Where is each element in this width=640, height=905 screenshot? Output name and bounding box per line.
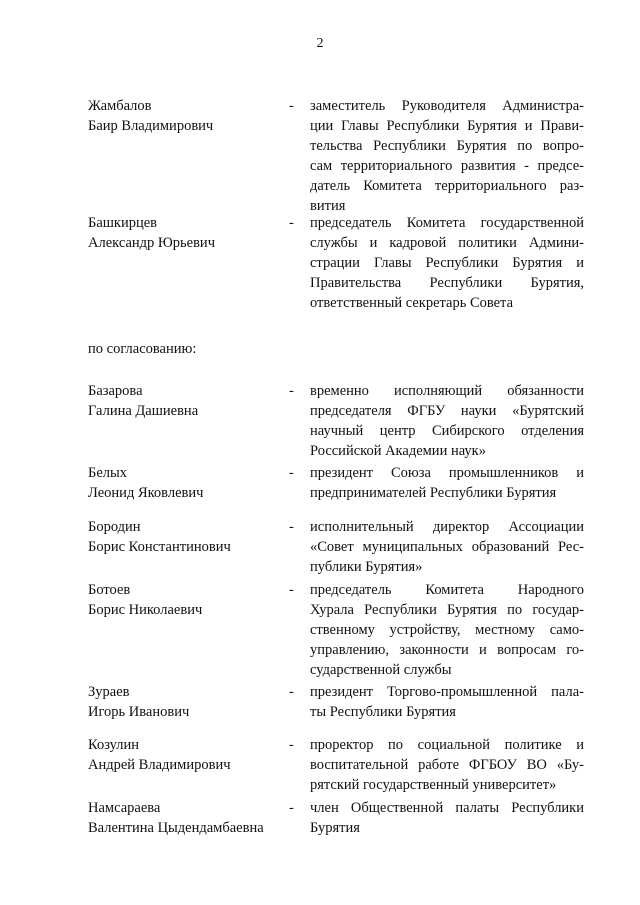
member-role xyxy=(310,213,584,313)
member-given-names: Андрей Владимирович xyxy=(88,757,231,773)
member-given-names: Александр Юрьевич xyxy=(88,235,215,251)
member-name xyxy=(88,213,278,253)
role-line: научный центр Сибирского отделения xyxy=(310,423,584,439)
role-line: заместитель Руководителя Администра- xyxy=(310,98,584,114)
member-name xyxy=(88,798,278,838)
member-role xyxy=(310,96,584,216)
dash-separator: - xyxy=(289,684,294,700)
member-surname: Ботоев xyxy=(88,582,131,598)
member-name xyxy=(88,96,278,136)
role-line: вития xyxy=(310,198,346,214)
role-line: временно исполняющий обязанности xyxy=(310,383,584,399)
role-line: Бурятия xyxy=(310,820,360,836)
role-line: тельства Республики Бурятия по вопро- xyxy=(310,138,584,154)
member-surname: Белых xyxy=(88,465,127,481)
role-line: председатель Комитета государственной xyxy=(310,215,584,231)
member-role xyxy=(310,798,584,838)
member-surname: Намсараева xyxy=(88,800,161,816)
role-line: председатель Комитета Народного xyxy=(310,582,584,598)
role-line: Российской Академии наук» xyxy=(310,443,486,459)
member-name xyxy=(88,682,278,722)
role-line: службы и кадровой политики Админи- xyxy=(310,235,584,251)
dash-separator: - xyxy=(289,215,294,231)
page-number: 2 xyxy=(316,36,324,51)
role-line: страции Главы Республики Бурятия и xyxy=(310,255,584,271)
member-role xyxy=(310,517,584,577)
role-line: ственному устройству, местному само- xyxy=(310,622,584,638)
member-surname: Базарова xyxy=(88,383,143,399)
dash-separator: - xyxy=(289,519,294,535)
member-name xyxy=(88,381,278,421)
member-given-names: Валентина Цыдендамбаевна xyxy=(88,820,264,836)
role-line: ции Главы Республики Бурятия и Прави- xyxy=(310,118,584,134)
member-name xyxy=(88,517,278,557)
role-line: воспитательной работе ФГБОУ ВО «Бу- xyxy=(310,757,584,773)
role-line: сударственной службы xyxy=(310,662,452,678)
member-role xyxy=(310,580,584,680)
role-line: датель Комитета территориального раз- xyxy=(310,178,584,194)
role-line: управлению, законности и вопросам го- xyxy=(310,642,584,658)
dash-separator: - xyxy=(289,98,294,114)
section-heading: по согласованию: xyxy=(88,341,197,357)
member-name xyxy=(88,735,278,775)
member-role xyxy=(310,682,584,722)
member-given-names: Игорь Иванович xyxy=(88,704,190,720)
member-surname: Жамбалов xyxy=(88,98,152,114)
role-line: исполнительный директор Ассоциации xyxy=(310,519,584,535)
role-line: публики Бурятия» xyxy=(310,559,423,575)
role-line: ответственный секретарь Совета xyxy=(310,295,514,311)
member-role xyxy=(310,463,584,503)
member-name xyxy=(88,463,278,503)
role-line: рятский государственный университет» xyxy=(310,777,557,793)
role-line: ты Республики Бурятия xyxy=(310,704,456,720)
role-line: президент Союза промышленников и xyxy=(310,465,584,481)
role-line: сам территориального развития - предсе- xyxy=(310,158,584,174)
dash-separator: - xyxy=(289,582,294,598)
role-line: «Совет муниципальных образований Рес- xyxy=(310,539,584,555)
dash-separator: - xyxy=(289,383,294,399)
member-surname: Зураев xyxy=(88,684,130,700)
member-given-names: Баир Владимирович xyxy=(88,118,214,134)
role-line: проректор по социальной политике и xyxy=(310,737,584,753)
role-line: член Общественной палаты Республики xyxy=(310,800,584,816)
member-surname: Башкирцев xyxy=(88,215,158,231)
member-role xyxy=(310,381,584,461)
dash-separator: - xyxy=(289,737,294,753)
role-line: председателя ФГБУ науки «Бурятский xyxy=(310,403,584,419)
member-given-names: Галина Дашиевна xyxy=(88,403,199,419)
dash-separator: - xyxy=(289,800,294,816)
role-line: Хурала Республики Бурятия по государ- xyxy=(310,602,584,618)
member-given-names: Борис Константинович xyxy=(88,539,231,555)
member-role xyxy=(310,735,584,795)
member-given-names: Леонид Яковлевич xyxy=(88,485,204,501)
member-name xyxy=(88,580,278,620)
member-surname: Бородин xyxy=(88,519,141,535)
dash-separator: - xyxy=(289,465,294,481)
role-line: предпринимателей Республики Бурятия xyxy=(310,485,557,501)
member-surname: Козулин xyxy=(88,737,139,753)
member-given-names: Борис Николаевич xyxy=(88,602,203,618)
role-line: президент Торгово-промышленной пала- xyxy=(310,684,584,700)
role-line: Правительства Республики Бурятия, xyxy=(310,275,584,291)
